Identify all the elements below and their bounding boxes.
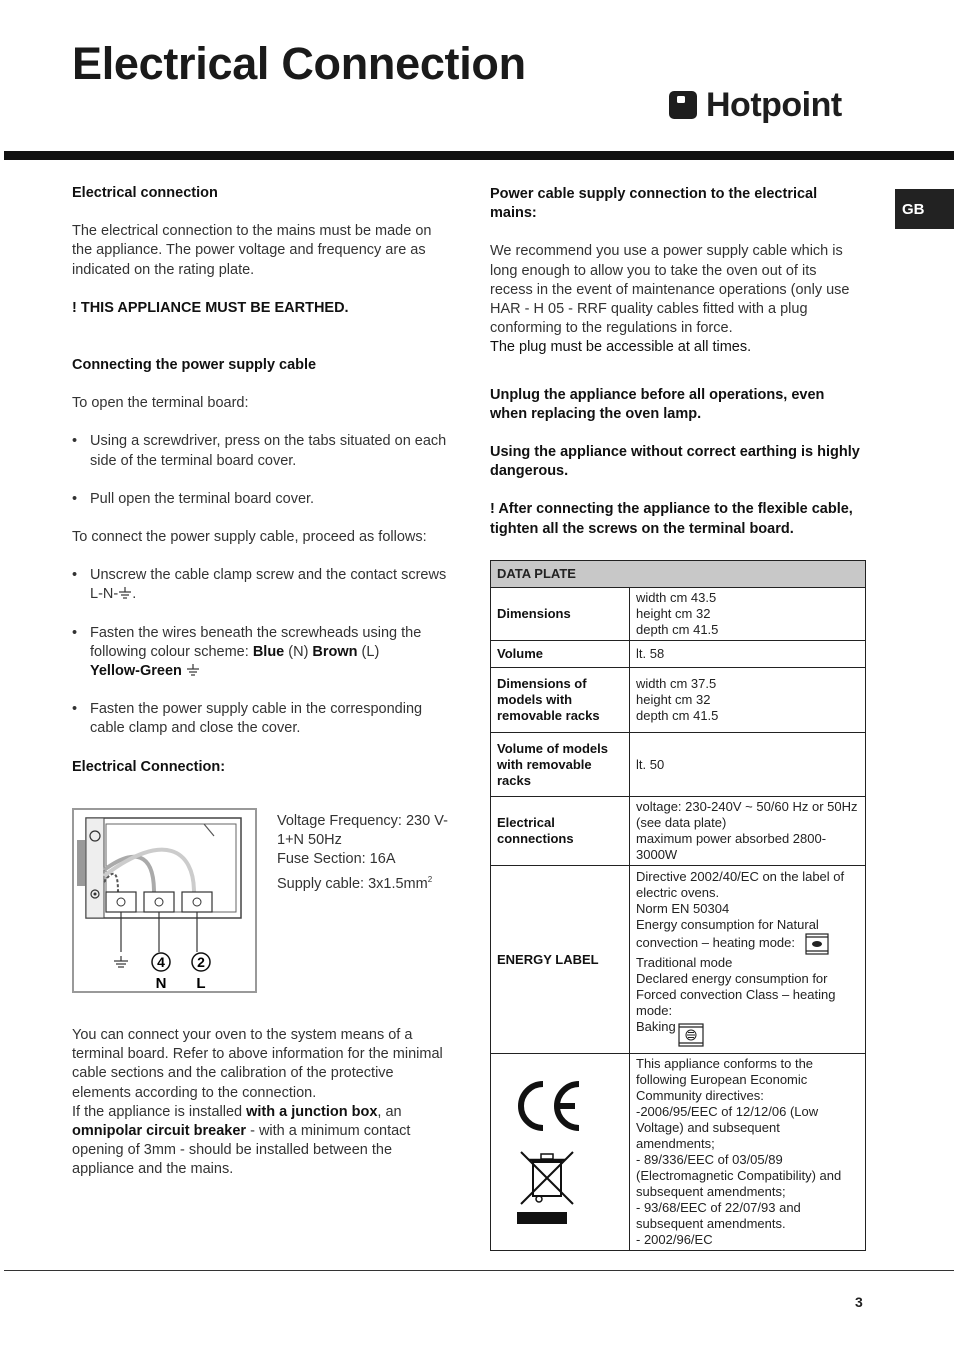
footer-divider (4, 1270, 954, 1271)
connection-specs (277, 812, 452, 894)
right-column (490, 185, 862, 539)
value-line: depth cm 41.5 (636, 622, 719, 637)
brand-logo (668, 86, 842, 124)
ce-weee-marks (491, 1054, 630, 1251)
spec-cable-text: Supply cable: 3x1.5mm (277, 875, 428, 892)
paragraph: We recommend you use a power supply cable which is long enough to allow you to take the oven out of its recess in the event of maintenance operations (only use HAR - H 05 - RRF quality cables fitted with a plug conforming to the regulations in force. (490, 243, 850, 337)
row-label: Volume (491, 641, 630, 668)
list-item (72, 624, 447, 682)
natural-convection-icon (805, 933, 829, 955)
list-item: • Pull open the terminal board cover. (72, 490, 447, 509)
paragraph: To connect the power supply cable, proceed as follows: (72, 529, 427, 546)
row-label: Dimensions (491, 588, 630, 641)
row-label: Dimensions of models with removable racks (491, 668, 630, 733)
data-plate-table (490, 560, 866, 1251)
label-l: (L) (357, 643, 380, 660)
table-header-row (491, 561, 866, 588)
diagram-label-n: N (155, 975, 167, 991)
section-heading: Connecting the power supply cable (72, 357, 317, 374)
terminal-board-illustration (74, 810, 255, 991)
colour-brown: Brown (312, 643, 358, 660)
value-line: Declared energy consumption for Forced convection Class – heating mode: (636, 970, 836, 1018)
warning: Using the appliance without correct earthing is highly dangerous. (490, 444, 860, 480)
value-line: - 2002/96/EC (636, 1232, 713, 1247)
table-row (491, 866, 866, 1054)
earth-ground-icon (186, 664, 200, 676)
section-heading: Electrical connection (72, 185, 218, 201)
text-run: - with a minimum contact opening of 3mm - should be installed between the appliance and the mains. (72, 1123, 411, 1178)
row-value (630, 668, 866, 733)
section-heading: Electrical Connection: (72, 758, 226, 775)
warning: ! After connecting the appliance to the flexible cable, tighten all the screws on the terminal board. (490, 501, 853, 537)
paragraph: To open the terminal board: (72, 395, 249, 412)
row-value: lt. 50 (630, 733, 866, 797)
bold-run: omnipolar circuit breaker (72, 1123, 247, 1140)
value-line: maximum power absorbed 2800-3000W (636, 831, 827, 862)
table-row (491, 733, 866, 797)
row-value (630, 797, 866, 866)
value-text: Baking (636, 1018, 676, 1034)
spec-cable (277, 870, 452, 894)
value-line: Norm EN 50304 (636, 900, 730, 916)
text-run: , an (377, 1103, 402, 1120)
row-label: ENERGY LABEL (491, 866, 630, 1054)
hotpoint-logo-icon (668, 90, 698, 120)
ce-mark-icon (513, 1076, 585, 1136)
paragraph: The electrical connection to the mains must be made on the appliance. The power voltage and frequency are as indicated on the rating plate. (72, 223, 432, 278)
row-label: Electrical connections (491, 797, 630, 866)
value-line (636, 1019, 859, 1035)
row-value: lt. 58 (630, 641, 866, 668)
header-divider (4, 151, 954, 160)
table-row (491, 797, 866, 866)
table-row (491, 588, 866, 641)
paragraph (72, 1103, 447, 1180)
table-row (491, 1054, 866, 1251)
value-line: voltage: 230-240V ~ 50/60 Hz or 50Hz (see data plate) (636, 799, 858, 830)
list-item: • Fasten the power supply cable in the corresponding cable clamp and close the cover. (72, 700, 447, 738)
value-line (636, 917, 859, 955)
list-item: • Using a screwdriver, press on the tabs situated on each side of the terminal board cover. (72, 432, 447, 470)
value-line: This appliance conforms to the following European Economic Community directives: (636, 1056, 814, 1103)
value-line: width cm 37.5 (636, 676, 717, 691)
value-text: Energy consumption for Natural convection – heating mode: (636, 916, 819, 950)
value-line: height cm 32 (636, 606, 711, 621)
diagram-label-l: L (196, 975, 206, 991)
table-header: DATA PLATE (491, 561, 866, 588)
list-item-text: Unscrew the cable clamp screw and the contact screws L-N- (90, 567, 447, 603)
list-item: • Unscrew the cable clamp screw and the contact screws L-N- . (72, 566, 447, 604)
section-heading: Power cable supply connection to the electrical mains: (490, 186, 818, 222)
paragraph: You can connect your oven to the system means of a terminal board. Refer to above information for the minimal cable sections and the calibration of the protective elements according to the connection. (72, 1027, 443, 1101)
brand-name: Hotpoint (706, 85, 842, 124)
bold-run: with a junction box (246, 1103, 378, 1120)
earth-ground-icon (118, 587, 132, 599)
junction-box-info (72, 1026, 447, 1180)
row-label: Volume of models with removable racks (491, 733, 630, 797)
value-line: - 89/336/EEC of 03/05/89 (Electromagnetic Compatibility) and subsequent amendments; (636, 1152, 842, 1199)
table-row (491, 641, 866, 668)
colour-yellow-green: Yellow-Green (90, 663, 182, 680)
value-line: depth cm 41.5 (636, 708, 719, 723)
page-title: Electrical Connection (72, 38, 526, 89)
value-line: Traditional mode (636, 954, 733, 970)
spec-fuse: Fuse Section: 16A (277, 851, 396, 868)
terminal-board-diagram (72, 808, 257, 993)
diagram-number-n: 4 (157, 954, 165, 970)
row-value (630, 1054, 866, 1251)
row-value (630, 588, 866, 641)
value-line: - 93/68/EEC of 22/07/93 and subsequent amendments. (636, 1200, 801, 1231)
baking-mode-icon (678, 1023, 704, 1047)
weee-bin-icon (517, 1148, 577, 1228)
table-row (491, 668, 866, 733)
earth-warning: ! THIS APPLIANCE MUST BE EARTHED. (72, 299, 349, 316)
spec-voltage: Voltage Frequency: 230 V-1+N 50Hz (277, 813, 448, 849)
spec-cable-sup: 2 (427, 874, 433, 884)
value-line: -2006/95/EEC of 12/12/06 (Low Voltage) and subsequent amendments; (636, 1104, 819, 1151)
paragraph: The plug must be accessible at all times. (490, 339, 752, 356)
page-number: 3 (855, 1294, 863, 1310)
left-column (72, 184, 447, 777)
label-n: (N) (284, 643, 313, 660)
value-line: Directive 2002/40/EC on the label of electric ovens. (636, 868, 845, 900)
colour-blue: Blue (252, 643, 285, 660)
value-line: height cm 32 (636, 692, 711, 707)
list-item-text: Fasten the wires beneath the screwheads using the following colour scheme: (90, 624, 422, 660)
text-run: If the appliance is installed (72, 1103, 247, 1120)
diagram-number-l: 2 (197, 954, 205, 970)
language-tab: GB (895, 189, 954, 229)
row-value (630, 866, 866, 1054)
value-line: width cm 43.5 (636, 590, 717, 605)
warning: Unplug the appliance before all operations, even when replacing the oven lamp. (490, 386, 825, 422)
